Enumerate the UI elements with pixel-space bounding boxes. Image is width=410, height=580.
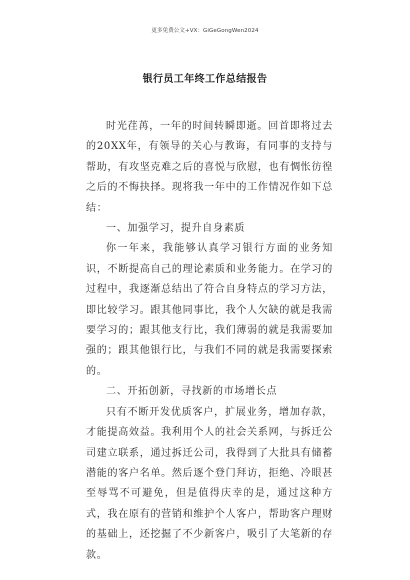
section-paragraph-2: 只有不断开发优质客户，扩展业务，增加存款，才能提高效益。我利用个人的社会关系网，与拆迁公司建立联系，通过拆迁公司，我得到了大批具有储蓄潜能的客户名单。然后逐个登门拜访，拒绝、冷眼甚至辱骂不可避免，但是值得庆幸的是，通过这种方式，我在原有的营销和维护个人客户，帮助客户理财的基础上，还挖掘了不少新客户，吸引了大笔新的存款。 [86, 406, 333, 561]
section-paragraph-1: 你一年来，我能够认真学习银行方面的业务知识，不断提高自己的理论素质和业务能力。在学习的过程中，我逐渐总结出了符合自身特点的学习方法，即比较学习。跟其他同事比，我个人欠缺的就是我需要学习的；跟其他支行比，我们薄弱的就是我需要加强的；跟其他银行比，与我们不同的就是我需要探索的。 [86, 243, 333, 377]
header-note: 更多免费公文+VX：GiGeGongWen2024 [151, 28, 259, 34]
intro-paragraph: 时光荏苒，一年的时间转瞬即逝。回首即将过去的20XX年，有领导的关心与教诲，有同事的支持与帮助，有攻坚克难之后的喜悦与欣慰，也有惆怅彷徨之后的不悔抉择。现将我一年中的工作情况作如下总结： [86, 121, 333, 214]
section-heading-1: 一、加强学习，提升自身素质 [106, 223, 246, 235]
section-heading-2: 二、开拓创新，寻找新的市场增长点 [106, 386, 278, 398]
document-body [86, 117, 333, 566]
document-title: 银行员工年终工作总结报告 [142, 74, 268, 85]
